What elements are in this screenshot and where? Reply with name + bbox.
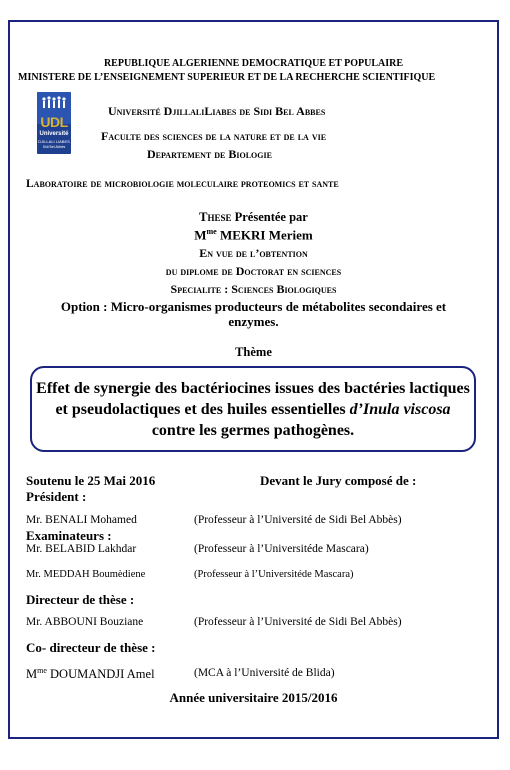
directeur-name: Mr. ABBOUNI Bouziane xyxy=(26,616,144,628)
examinateurs-label: Examinateurs : xyxy=(26,528,112,543)
option-line-2: enzymes. xyxy=(228,314,279,329)
president-name: Mr. BENALI Mohamed xyxy=(26,514,137,526)
title-line-1: Effet de synergie des bactériocines issues des bactéries lactiques xyxy=(36,380,470,397)
president-role: (Professeur à l’Université de Sidi Bel Abbès) xyxy=(194,514,402,526)
directeur-label: Directeur de thèse : xyxy=(26,592,135,607)
theme-label: Thème xyxy=(235,345,272,359)
examinateur-2-role: (Professeur à l’Universitéde Mascara) xyxy=(194,569,354,580)
codirecteur-name: $M^{me}$ DOUMANDJI Amel xyxy=(26,666,155,682)
university-name: Université DjillaliLiabes de Sidi Bel Abbes xyxy=(108,104,326,118)
examinateur-2-name: Mr. MEDDAH Boumèdiene xyxy=(26,569,146,580)
these-presentee xyxy=(8,210,499,225)
presentee-par: Présentée par xyxy=(231,210,308,224)
examinateur-1-role: (Professeur à l’Universitéde Mascara) xyxy=(194,543,369,555)
jury-heading: Devant le Jury composé de : xyxy=(260,473,417,488)
department-name: Departement de Biologie xyxy=(147,147,272,161)
thesis-title xyxy=(30,378,476,441)
ministere-line: MINISTERE DE L’ENSEIGNEMENT SUPERIEUR ET DE LA RECHERCHE SCIENTIFIQUE xyxy=(18,72,436,83)
logo-mark: UDL xyxy=(40,114,68,130)
diplome-line: du diplome de Doctorat en sciences xyxy=(165,264,342,278)
laboratory-name: Laboratoire de microbiologie moleculaire proteomics et sante xyxy=(26,178,339,190)
directeur-role: (Professeur à l’Université de Sidi Bel Abbès) xyxy=(194,616,402,628)
these-word: These xyxy=(199,210,232,224)
title-line-3: contre les germes pathogènes. xyxy=(151,422,355,439)
codirecteur-label: Co- directeur de thèse : xyxy=(26,640,156,655)
title-species: d’Inula viscosa xyxy=(349,401,451,418)
logo-text-2: DJILLALI LIABES xyxy=(38,139,70,144)
codirecteur-role: (MCA à l’Université de Blida) xyxy=(194,667,335,679)
title-line-2: et pseudolactiques et des huiles essentielles d’Inula viscosa xyxy=(55,401,451,418)
author-name: $M^{me}$ MEKRI Meriem xyxy=(194,227,313,243)
examinateur-1-name: Mr. BELABID Lakhdar xyxy=(26,543,137,555)
en-vue-obtention: En vue de l’obtention xyxy=(199,246,308,260)
logo-text-1: Université xyxy=(39,131,69,137)
faculty-name: Faculte des sciences de la nature et de la vie xyxy=(101,129,327,143)
specialite-line: Specialite : Sciences Biologiques xyxy=(170,282,337,296)
president-label: Président : xyxy=(26,489,87,504)
option-line-1: Option : Micro-organismes producteurs de métabolites secondaires et xyxy=(60,299,447,314)
academic-year: Année universitaire 2015/2016 xyxy=(169,690,338,705)
republique-line: REPUBLIQUE ALGERIENNE DEMOCRATIQUE ET POPULAIRE xyxy=(103,58,404,69)
logo-text-3: Sidi Bel Abbès xyxy=(42,145,66,149)
soutenu-date: Soutenu le 25 Mai 2016 xyxy=(26,473,156,488)
university-logo xyxy=(37,92,71,154)
